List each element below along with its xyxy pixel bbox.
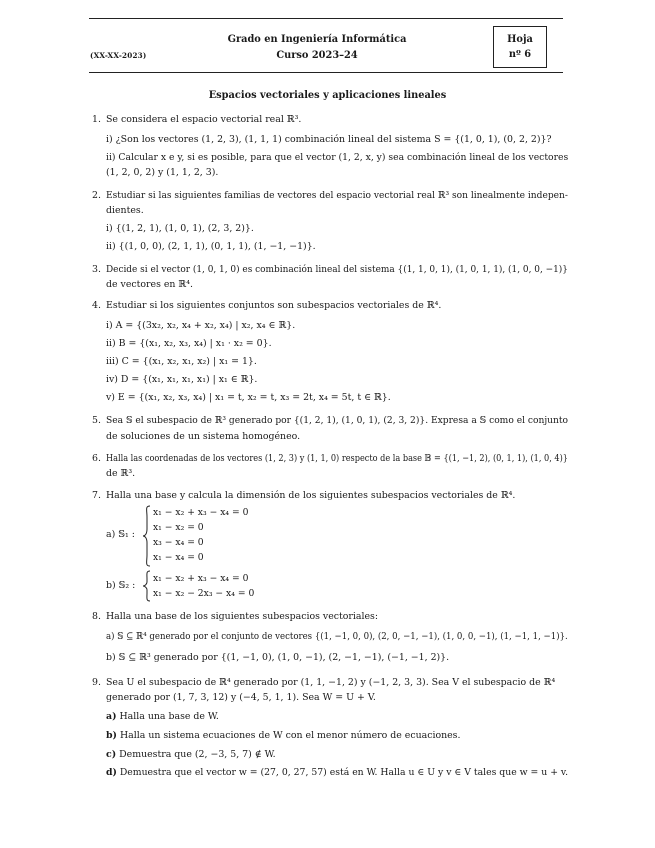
- ex2-item-ii: ii) {(1, 0, 0), (2, 1, 1), (0, 1, 1), (1, −1, −1)}.: [106, 241, 316, 252]
- ex7-b-eq-2: x₁ − x₂ − 2x₃ − x₄ = 0: [153, 588, 255, 599]
- ex2-item-i: i) {(1, 2, 1), (1, 0, 1), (2, 3, 2)}.: [106, 223, 254, 234]
- ex9-item-c-text: Demuestra que (2, −3, 5, 7) ∉ W.: [119, 749, 276, 760]
- ex9-item-c: [106, 749, 276, 761]
- ex1-number: 1.: [92, 114, 101, 125]
- ex7-b-eq-1: x₁ − x₂ + x₃ − x₄ = 0: [153, 573, 249, 584]
- ex3-number: 3.: [92, 264, 101, 275]
- ex6-statement-cont: de ℝ³.: [106, 468, 136, 479]
- ex7-number: 7.: [92, 490, 101, 501]
- ex2-number: 2.: [92, 190, 101, 201]
- ex8-number: 8.: [92, 611, 101, 622]
- ex9-item-a-label: a): [106, 711, 117, 722]
- ex7-a-eq-4: x₁ − x₄ = 0: [153, 552, 204, 563]
- ex4-statement: Estudiar si los siguientes conjuntos son subespacios vectoriales de ℝ⁴.: [106, 300, 442, 311]
- ex6-number: 6.: [92, 453, 101, 464]
- ex7-a-eq-1: x₁ − x₂ + x₃ − x₄ = 0: [153, 507, 249, 518]
- header-degree: Grado en Ingeniería Informática: [227, 34, 407, 45]
- ex4-number: 4.: [92, 300, 101, 311]
- ex7-a-eq-3: x₃ − x₄ = 0: [153, 537, 204, 548]
- ex9-item-d: [106, 767, 568, 779]
- ex1-item-ii-cont: (1, 2, 0, 2) y (1, 1, 2, 3).: [106, 167, 219, 178]
- ex7-system-a-label: a) 𝕊₁ :: [106, 529, 135, 540]
- ex7-system-b-label: b) 𝕊₂ :: [106, 580, 136, 591]
- ex9-item-a: [106, 711, 219, 723]
- page-title: Espacios vectoriales y aplicaciones lineales: [208, 90, 447, 101]
- ex3-statement: Decide si el vector (1, 0, 1, 0) es combinación lineal del sistema {(1, 1, 0, 1), (1, 0, 1, 1), (1, 0, 0, −1)}: [106, 264, 568, 275]
- top-rule: [89, 18, 563, 19]
- ex9-item-a-text: Halla una base de W.: [119, 711, 219, 722]
- ex3-statement-cont: de vectores en ℝ⁴.: [106, 279, 193, 290]
- ex7-statement: Halla una base y calcula la dimensión de los siguientes subespacios vectoriales de ℝ⁴.: [106, 490, 516, 501]
- header-bottom-rule: [89, 72, 563, 73]
- ex8-item-b: b) 𝕊 ⊆ ℝ³ generado por {(1, −1, 0), (1, 0, −1), (2, −1, −1), (−1, −1, 2)}.: [106, 652, 450, 663]
- ex4-item-iii: iii) C = {(x₁, x₂, x₁, x₂) | x₁ = 1}.: [106, 356, 257, 367]
- sheet-number: nº 6: [508, 49, 532, 60]
- ex9-item-b: [106, 730, 460, 742]
- ex7-a-eq-2: x₁ − x₂ = 0: [153, 522, 204, 533]
- ex9-item-b-text: Halla un sistema ecuaciones de W con el menor número de ecuaciones.: [119, 730, 461, 741]
- ex4-item-iv: iv) D = {(x₁, x₁, x₁, x₁) | x₁ ∈ ℝ}.: [106, 374, 258, 385]
- ex1-item-i: i) ¿Son los vectores (1, 2, 3), (1, 1, 1) combinación lineal del sistema S = {(1, 0, 1), (0, 2, 2)}?: [106, 134, 552, 145]
- ex9-item-d-label: d): [106, 767, 117, 778]
- ex9-item-d-text: Demuestra que el vector w = (27, 0, 27, 57) está en W. Halla u ∈ U y v ∈ V tales que w = u + v.: [119, 767, 569, 778]
- ex9-number: 9.: [92, 677, 101, 688]
- ex1-statement: Se considera el espacio vectorial real ℝ³.: [106, 114, 302, 125]
- ex6-statement: Halla las coordenadas de los vectores (1, 2, 3) y (1, 1, 0) respecto de la base 𝔹 = {(1, −1, 2), (0, 1, 1), (1, 0, 4)}: [106, 453, 568, 464]
- left-brace-icon: [142, 505, 152, 567]
- ex9-item-c-label: c): [106, 749, 117, 760]
- header-date: (XX-XX-2023): [90, 51, 147, 60]
- sheet-box: [493, 26, 547, 68]
- ex9-item-b-label: b): [106, 730, 117, 741]
- ex5-statement-cont: de soluciones de un sistema homogéneo.: [106, 431, 301, 442]
- ex9-statement-cont: generado por (1, 7, 3, 12) y (−4, 5, 1, 1). Sea W = U + V.: [106, 692, 376, 703]
- ex5-statement: Sea 𝕊 el subespacio de ℝ³ generado por {(1, 2, 1), (1, 0, 1), (2, 3, 2)}. Expresa a 𝕊 como el conjunto: [106, 415, 569, 426]
- ex4-item-i: i) A = {(3x₂, x₂, x₄ + x₂, x₄) | x₂, x₄ ∈ ℝ}.: [106, 320, 296, 331]
- ex8-item-a: a) 𝕊 ⊆ ℝ⁴ generado por el conjunto de vectores {(1, −1, 0, 0), (2, 0, −1, −1), (1, 0, 0, −1), (1, −1, 1, −1)}.: [106, 631, 568, 642]
- ex5-number: 5.: [92, 415, 101, 426]
- header-course: Curso 2023–24: [276, 50, 358, 61]
- ex4-item-v: v) E = {(x₁, x₂, x₃, x₄) | x₁ = t, x₂ = t, x₃ = 2t, x₄ = 5t, t ∈ ℝ}.: [106, 392, 391, 403]
- ex9-statement: Sea U el subespacio de ℝ⁴ generado por (1, 1, −1, 2) y (−1, 2, 3, 3). Sea V el subespacio de ℝ⁴: [106, 677, 556, 688]
- ex2-statement: Estudiar si las siguientes familias de vectores del espacio vectorial real ℝ³ son linealmente indepen-: [106, 190, 568, 201]
- ex8-statement: Halla una base de los siguientes subespacios vectoriales:: [106, 611, 378, 622]
- left-brace-icon: [142, 570, 152, 602]
- ex2-statement-cont: dientes.: [106, 205, 144, 216]
- sheet-label: Hoja: [507, 34, 533, 45]
- ex1-item-ii: ii) Calcular x e y, si es posible, para que el vector (1, 2, x, y) sea combinación lineal de los vectores: [106, 152, 569, 163]
- ex4-item-ii: ii) B = {(x₁, x₂, x₃, x₄) | x₁ · x₂ = 0}.: [106, 338, 272, 349]
